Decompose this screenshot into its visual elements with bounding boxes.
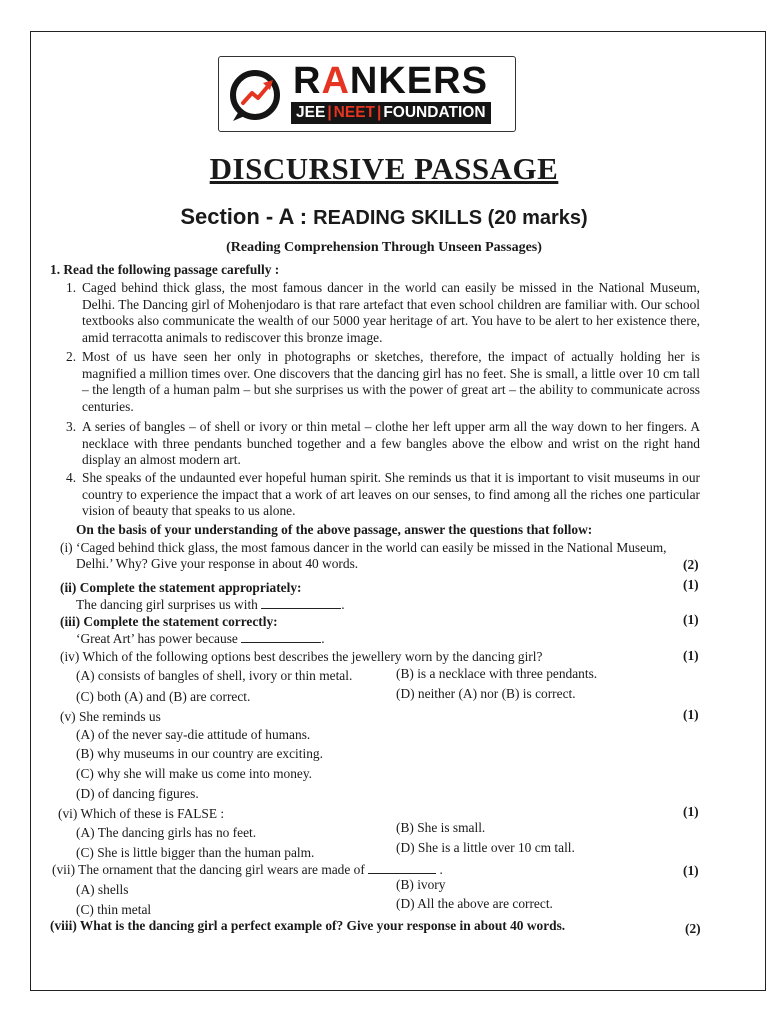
option-a: (A) consists of bangles of shell, ivory or thin metal. [76, 668, 353, 683]
option-c: (C) why she will make us come into money. [76, 766, 313, 781]
option-b: (B) She is small. [396, 820, 486, 835]
instruction: 1. Read the following passage carefully : [50, 262, 280, 277]
question-1-line-2: Delhi.’ Why? Give your response in about 40 words. [76, 556, 359, 571]
option-a: (A) The dancing girls has no feet. [76, 825, 257, 840]
paragraph-number: 4. [66, 470, 77, 485]
passage-paragraph-2: Most of us have seen her only in photographs or sketches, therefore, the impact of actually holding her is magnified a million times over. One discovers that the dancing girl has no feet. She is small, a little over 10 cm tall – the length of a human palm – but she surprises us with the power of great art – the ability to communicate across centuries. [82, 349, 700, 414]
section-heading: Section - A : READING SKILLS (20 marks) [180, 204, 588, 229]
option-c: (C) thin metal [76, 902, 152, 917]
question-7-text: (vii) The ornament that the dancing girl wears are made of . [52, 862, 443, 877]
question-8-marks: (2) [685, 921, 701, 936]
questions-intro: On the basis of your understanding of the above passage, answer the questions that follow: [76, 522, 593, 537]
section-subtitle: (Reading Comprehension Through Unseen Passages) [226, 240, 542, 255]
option-b: (B) why museums in our country are exciting. [76, 746, 323, 761]
option-d: (D) of dancing figures. [76, 786, 199, 801]
question-8-text: (viii) What is the dancing girl a perfect example of? Give your response in about 40 words. [50, 918, 566, 933]
rankers-logo [218, 56, 516, 132]
option-c: (C) She is little bigger than the human palm. [76, 845, 315, 860]
paragraph-number: 2. [66, 349, 77, 364]
option-b: (B) ivory [396, 877, 446, 892]
answer-blank [368, 863, 436, 874]
answer-blank [261, 598, 341, 609]
question-6-marks: (1) [683, 804, 699, 819]
question-3-text: ‘Great Art’ has power because . [76, 631, 325, 646]
question-1-line-1: (i) ‘Caged behind thick glass, the most famous dancer in the world can easily be missed in the National Museum, [60, 540, 667, 555]
option-d: (D) neither (A) nor (B) is correct. [396, 686, 576, 701]
passage-paragraph-4: She speaks of the undaunted ever hopeful human spirit. She reminds us that it is important to visit museums in our country to experience the impact that a work of art leaves on our senses, to find among all the riches one particular vision of beauty that speaks to us alone. [82, 470, 700, 519]
question-2-marks: (1) [683, 577, 699, 592]
paragraph-number: 3. [66, 419, 77, 434]
passage-paragraph-1: Caged behind thick glass, the most famous dancer in the world can easily be missed in the National Museum, Delhi. The Dancing girl of Mohenjodaro is that rare artefact that even school children are familiar with. Our school textbooks also communicate the wealth of our 5000 year heritage of art. You have to be alert to her existence there, amid terracotta animals to rediscover this bronze image. [82, 280, 700, 345]
question-4-text: (iv) Which of the following options best describes the jewellery worn by the dancing girl? [60, 649, 543, 664]
question-2-label: (ii) Complete the statement appropriately: [60, 580, 302, 595]
option-b: (B) is a necklace with three pendants. [396, 666, 598, 681]
logo-tagline: JEE | NEET | FOUNDATION [291, 102, 491, 124]
question-4-marks: (1) [683, 648, 699, 663]
option-a: (A) shells [76, 882, 129, 897]
question-3-marks: (1) [683, 612, 699, 627]
growth-chart-icon [227, 65, 287, 125]
passage-paragraph-3: A series of bangles – of shell or ivory or thin metal – clothe her left upper arm all the way down to her fingers. A necklace with three pendants bunched together and a few bangles above the elbow and wrist on the right hand display an almost modern art. [82, 419, 700, 468]
page-title: DISCURSIVE PASSAGE [209, 151, 559, 186]
question-7-marks: (1) [683, 863, 699, 878]
question-6-text: (vi) Which of these is FALSE : [58, 806, 225, 821]
question-1-marks: (2) [683, 557, 699, 572]
option-a: (A) of the never say-die attitude of humans. [76, 727, 311, 742]
option-c: (C) both (A) and (B) are correct. [76, 689, 251, 704]
option-d: (D) All the above are correct. [396, 896, 553, 911]
logo-brand-name: RANKERS [293, 60, 488, 102]
question-5-text: (v) She reminds us [60, 709, 161, 724]
paragraph-number: 1. [66, 280, 77, 295]
option-d: (D) She is a little over 10 cm tall. [396, 840, 575, 855]
question-3-label: (iii) Complete the statement correctly: [60, 614, 278, 629]
question-5-marks: (1) [683, 707, 699, 722]
question-2-text: The dancing girl surprises us with . [76, 597, 345, 612]
answer-blank [241, 632, 321, 643]
